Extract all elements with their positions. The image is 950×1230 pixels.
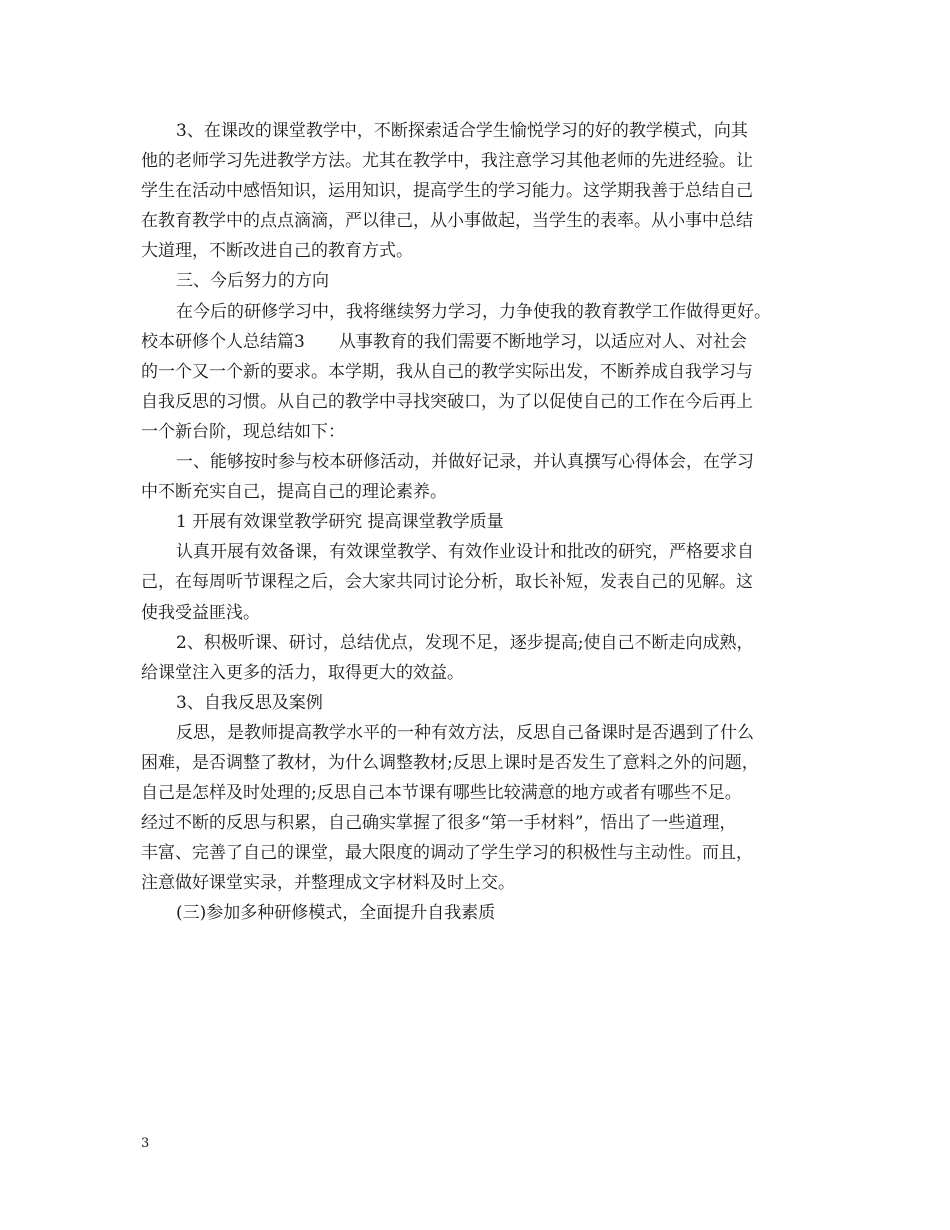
paragraph-line: 己，在每周听节课程之后，会大家共同讨论分析，取长补短，发表自己的见解。这	[141, 572, 753, 593]
paragraph-line: 在教育教学中的点点滴滴，严以律己，从小事做起，当学生的表率。从小事中总结	[141, 211, 753, 232]
page-number: 3	[141, 1136, 150, 1151]
section-heading: 三、今后努力的方向	[176, 271, 329, 292]
paragraph-line: 一、能够按时参与校本研修活动，并做好记录，并认真撰写心得体会，在学习	[176, 452, 754, 473]
paragraph-line: 认真开展有效备课，有效课堂教学、有效作业设计和批改的研究，严格要求自	[176, 542, 754, 563]
paragraph-line: 困难，是否调整了教材，为什么调整教材;反思上课时是否发生了意料之外的问题，	[141, 752, 759, 773]
paragraph-line: 注意做好课堂实录，并整理成文字材料及时上交。	[141, 873, 515, 894]
section-heading: (三)参加多种研修模式，全面提升自我素质	[176, 903, 496, 924]
paragraph-line: 大道理，不断改进自己的教育方式。	[141, 241, 413, 262]
paragraph-line: 的一个又一个新的要求。本学期，我从自己的教学实际出发，不断养成自我学习与	[141, 361, 753, 382]
paragraph-line: 丰富、完善了自己的课堂，最大限度的调动了学生学习的积极性与主动性。而且，	[141, 843, 753, 864]
paragraph-line: 一个新台阶，现总结如下：	[141, 421, 345, 442]
paragraph-line: 经过不断的反思与积累，自己确实掌握了很多“第一手材料”，悟出了一些道理，	[141, 813, 737, 834]
paragraph-line: 反思，是教师提高教学水平的一种有效方法，反思自己备课时是否遇到了什么	[176, 722, 754, 743]
document-body	[141, 116, 831, 929]
paragraph-line: 3、在课改的课堂教学中，不断探索适合学生愉悦学习的好的教学模式，向其	[176, 121, 748, 141]
paragraph-line: 校本研修个人总结篇3 从事教育的我们需要不断地学习，以适应对人、对社会	[141, 331, 747, 352]
section-heading: 3、自我反思及案例	[176, 692, 323, 713]
paragraph-line: 学生在活动中感悟知识，运用知识，提高学生的学习能力。这学期我善于总结自己	[141, 181, 753, 202]
paragraph-line: 2、积极听课、研讨，总结优点，发现不足，逐步提高;使自己不断走向成熟，	[176, 632, 754, 653]
section-heading: 1 开展有效课堂教学研究 提高课堂教学质量	[176, 512, 504, 533]
paragraph-line: 给课堂注入更多的活力，取得更大的效益。	[141, 662, 464, 683]
paragraph-line: 他的老师学习先进教学方法。尤其在教学中，我注意学习其他老师的先进经验。让	[141, 151, 753, 172]
paragraph-line: 中不断充实自己，提高自己的理论素养。	[141, 482, 447, 503]
paragraph-line: 使我受益匪浅。	[141, 602, 260, 623]
paragraph-line: 自己是怎样及时处理的;反思自己本节课有哪些比较满意的地方或者有哪些不足。	[141, 783, 742, 804]
paragraph-line: 在今后的研修学习中，我将继续努力学习，力争使我的教育教学工作做得更好。	[176, 301, 771, 322]
paragraph-line: 自我反思的习惯。从自己的教学中寻找突破口，为了以促使自己的工作在今后再上	[141, 391, 753, 412]
